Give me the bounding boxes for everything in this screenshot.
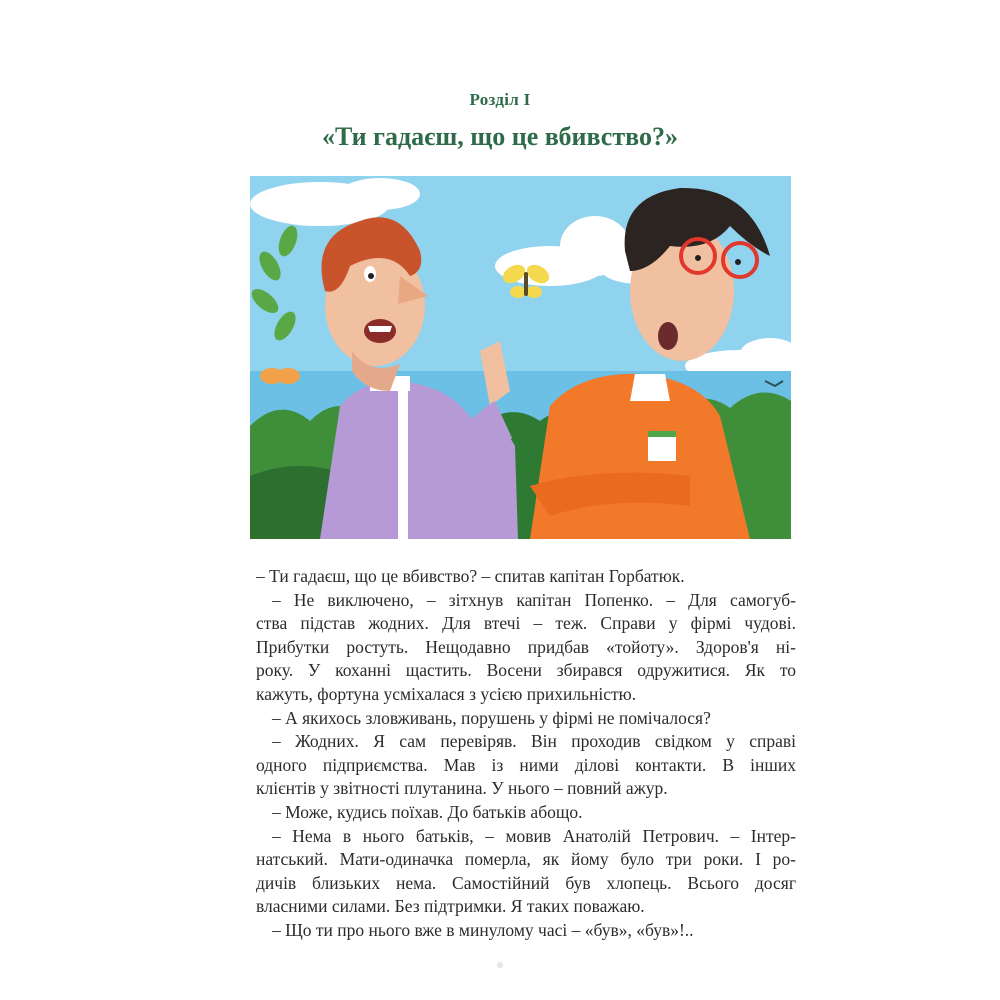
text-line: року. У коханні щастить. Восени збирався одружитися. Як то <box>256 660 796 681</box>
illustration-svg <box>250 176 791 539</box>
story-text <box>256 565 796 943</box>
text-line: – Може, кудись поїхав. До батьків абощо. <box>272 801 583 822</box>
text-line: кажуть, фортуна усміхалася з усією прихильністю. <box>256 683 637 704</box>
page-mark <box>497 962 503 968</box>
chapter-title: «Ти гадаєш, що це вбивство?» <box>321 122 678 151</box>
text-line: – Що ти про нього вже в минулому часі – «був», «був»!.. <box>272 919 694 940</box>
text-line: Прибутки ростуть. Нещодавно придбав «тойоту». Здоров'я ні- <box>256 636 796 657</box>
text-line: дичів близьких нема. Самостійний був хлопець. Всього досяг <box>256 872 796 893</box>
text-line: – Ти гадаєш, що це вбивство? – спитав капітан Горбатюк. <box>256 566 685 586</box>
text-line: одного підприємства. Мав із ними ділові контакти. В інших <box>256 754 796 775</box>
text-line: ства підстав жодних. Для втечі – теж. Справи у фірмі чудові. <box>256 613 796 634</box>
text-line: – Жодних. Я сам перевіряв. Він проходив свідком у справі <box>272 731 796 752</box>
text-line: власними силами. Без підтримки. Я таких поважаю. <box>256 896 645 917</box>
text-line: клієнтів у звітності плутанина. У нього – повний ажур. <box>256 778 668 799</box>
chapter-label: Розділ I <box>469 90 531 109</box>
text-line: – Нема в нього батьків, – мовив Анатолій Петрович. – Інтер- <box>272 825 796 846</box>
text-line: – Не виключено, – зітхнув капітан Попенко. – Для самогуб- <box>272 589 796 610</box>
text-line: натський. Мати-одиначка померла, як йому було три роки. І ро- <box>256 849 796 870</box>
chapter-illustration <box>250 176 791 539</box>
left-butterfly <box>260 368 300 384</box>
text-line: – А якихось зловживань, порушень у фірмі не помічалося? <box>272 707 711 728</box>
